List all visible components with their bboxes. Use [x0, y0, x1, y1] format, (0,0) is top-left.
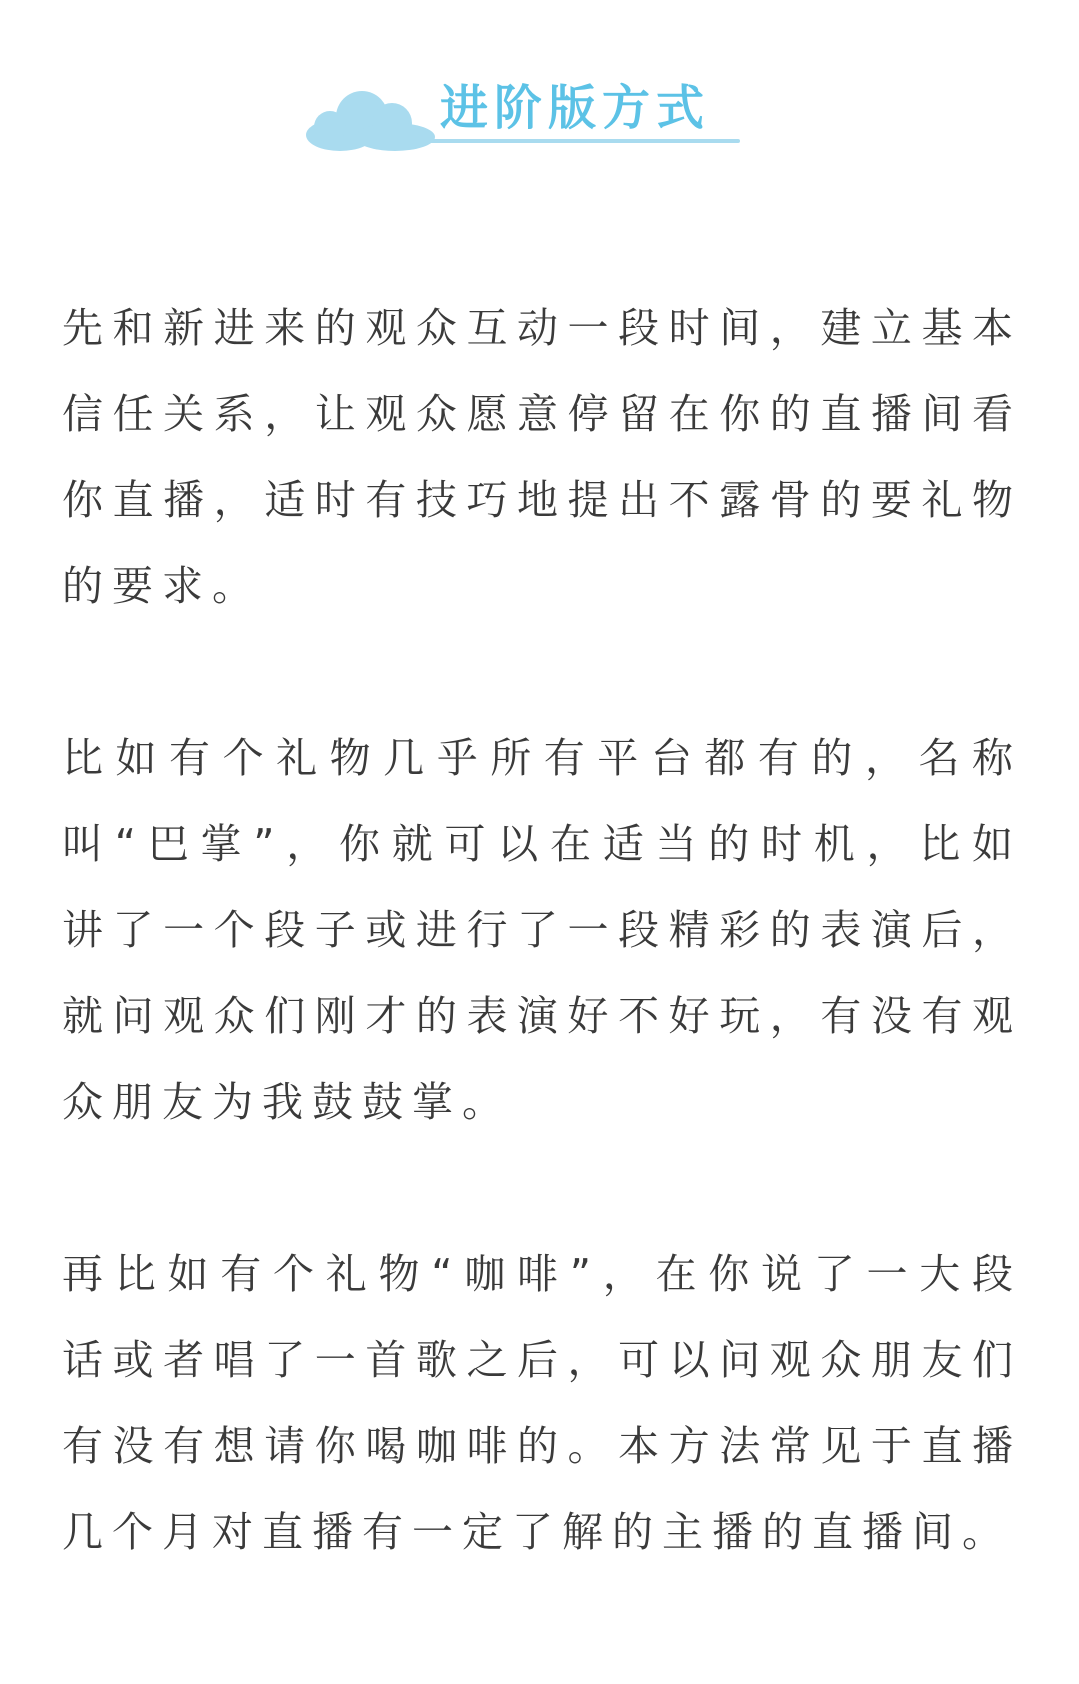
- article-body: [62, 285, 1022, 1661]
- paragraph-1: 先和新进来的观众互动一段时间，建立基本信任关系，让观众愿意停留在你的直播间看你直播，适时有技巧地提出不露骨的要礼物的要求。: [62, 304, 1022, 610]
- title-underline: [330, 139, 740, 143]
- section-title: 进阶版方式: [440, 80, 711, 136]
- cloud-icon: [300, 85, 450, 155]
- section-header: [0, 0, 1079, 170]
- paragraph-3: 再比如有个礼物“咖啡”，在你说了一大段话或者唱了一首歌之后，可以问观众朋友们有没有想请你喝咖啡的。本方法常见于直播几个月对直播有一定了解的主播的直播间。: [62, 1250, 1022, 1556]
- paragraph-2: 比如有个礼物几乎所有平台都有的，名称叫“巴掌”，你就可以在适当的时机，比如讲了一个段子或进行了一段精彩的表演后，就问观众们刚才的表演好不好玩，有没有观众朋友为我鼓鼓掌。: [62, 734, 1022, 1126]
